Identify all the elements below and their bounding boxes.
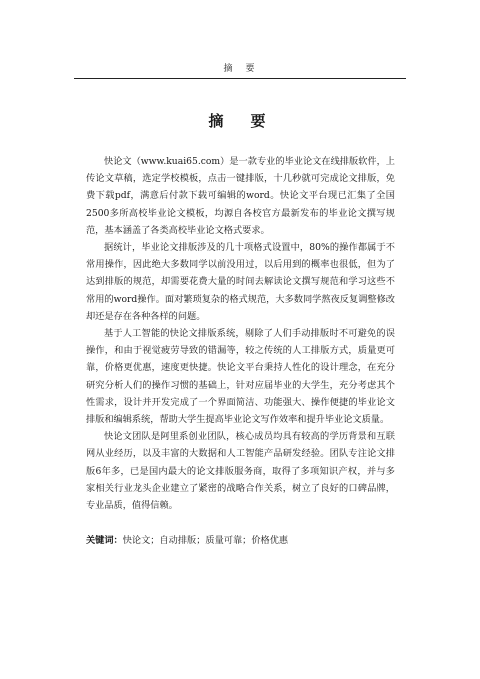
keywords-text: 快论文；自动排版；质量可靠；价格优惠 [122,535,289,546]
page-title: 摘 要 [208,112,272,130]
keywords-line [86,532,395,549]
running-header: 摘 要 [223,64,257,74]
keywords-label: 关键词： [86,535,123,546]
paragraph-3: 基于人工智能的快论文排版系统，剔除了人们手动排版时不可避免的误操作，和由于视觉疲劳导致的错漏等，较之传统的人工排版方式，质量更可靠，价格更优惠，速度更快捷。快论文平台秉持人性化的设计理念，在充分研究分析人们的操作习惯的基础上，针对应届毕业的大学生，充分考虑其个性需求，设计并开发完成了一个界面简洁、功能强大、操作便捷的毕业论文排版和编辑系统，帮助大学生提高毕业论文写作效率和提升毕业论文质量。 [86,328,395,426]
abstract-body [86,153,395,514]
paragraph-4: 快论文团队是阿里系创业团队，核心成员均具有较高的学历背景和互联网从业经历，以及丰富的大数据和人工智能产品研发经验。团队专注论文排版6年多，已是国内最大的论文排版服务商，取得了多项知识产权，并与多家相关行业龙头企业建立了紧密的战略合作关系，树立了良好的口碑品牌，专业品质，值得信赖。 [86,431,395,512]
header-rule [74,78,406,79]
paragraph-1: 快论文（www.kuai65.com）是一款专业的毕业论文在线排版软件，上传论文草稿，选定学校模板，点击一键排版，十几秒就可完成论文排版，免费下载pdf，满意后付款下载可编辑的word。快论文平台现已汇集了全国2500多所高校毕业论文模板，均源自各校官方最新发布的毕业论文撰写规范，基本涵盖了各类高校毕业论文格式要求。 [86,156,395,236]
paragraph-2: 据统计，毕业论文排版涉及的几十项格式设置中，80%的操作都属于不常用操作，因此绝大多数同学以前没用过，以后用到的概率也很低，但为了达到排版的规范，却需要花费大量的时间去解读论文撰写规范和学习这些不常用的word操作。面对繁琐复杂的格式规范，大多数同学熬夜反复调整修改却还是存在各种各样的问题。 [86,242,395,322]
